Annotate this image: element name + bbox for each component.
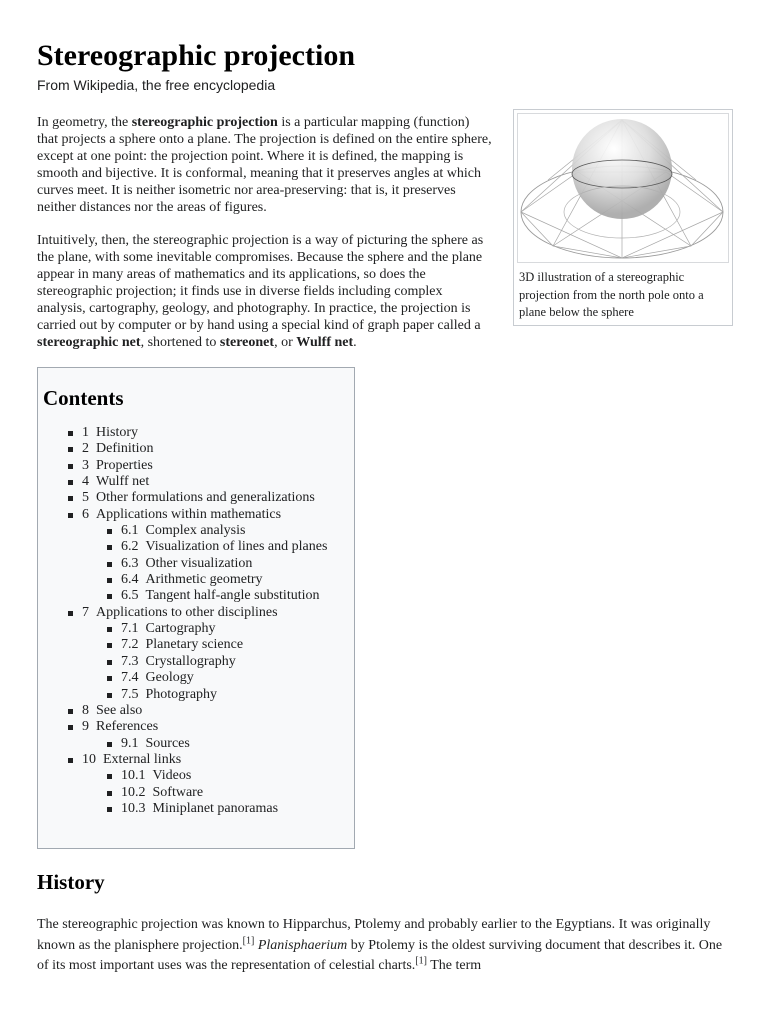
toc-item-label: Applications to other disciplines xyxy=(96,604,278,620)
toc-item-label: Arithmetic geometry xyxy=(145,572,263,588)
toc-item[interactable] xyxy=(43,425,349,441)
toc-list xyxy=(43,425,349,817)
toc-item-label: See also xyxy=(96,702,143,718)
toc-item-label: Visualization of lines and planes xyxy=(145,539,328,555)
text-run: is a particular mapping (function) that projects a sphere onto a plane. The projection is defined on the entire sphere, except at one point: the projection point. Where it is defined, the mapping is smooth and bijective. It is conformal, meaning that it preserves angles at which curves meet. It is neither isometric nor area-preserving: that is, it preserves neither distances nor the areas of figures. xyxy=(37,115,492,215)
toc-item-label: Videos xyxy=(152,768,192,784)
page-tagline: From Wikipedia, the free encyclopedia xyxy=(37,77,276,93)
toc-item-label: Properties xyxy=(96,457,153,473)
citation-link[interactable]: [1] xyxy=(415,955,427,967)
toc-item[interactable] xyxy=(43,572,349,588)
toc-item[interactable] xyxy=(43,736,349,752)
toc-item-number: 10.1 xyxy=(121,768,146,784)
toc-item-label: External links xyxy=(103,751,182,767)
toc-item[interactable] xyxy=(43,654,349,670)
toc-item-number: 6.4 xyxy=(121,572,139,588)
toc-item-number: 6.1 xyxy=(121,523,139,539)
toc-item[interactable] xyxy=(43,458,349,474)
toc-item[interactable] xyxy=(43,637,349,653)
toc-item-label: Wulff net xyxy=(96,474,150,490)
page-title: Stereographic projection xyxy=(37,39,356,72)
toc-item-label: Other visualization xyxy=(145,555,253,571)
toc-item-label: History xyxy=(96,425,138,440)
toc-item[interactable] xyxy=(43,441,349,457)
section-heading-history: History xyxy=(37,870,105,894)
bold-term[interactable]: stereonet xyxy=(219,335,275,350)
toc-item[interactable] xyxy=(43,474,349,490)
stereographic-projection-image[interactable] xyxy=(517,113,729,263)
toc-item[interactable] xyxy=(43,768,349,784)
toc-item-number: 7 xyxy=(82,604,89,620)
toc-item-number: 2 xyxy=(82,441,89,457)
toc-item[interactable] xyxy=(43,703,349,719)
toc-item-number: 10.2 xyxy=(121,784,146,800)
toc-item-number: 7.2 xyxy=(121,637,139,653)
toc-item[interactable] xyxy=(43,801,349,817)
toc-item-label: Other formulations and generalizations xyxy=(96,490,315,506)
toc-item-label: Geology xyxy=(145,670,194,686)
toc-item-label: Planetary science xyxy=(145,637,244,653)
toc-item-number: 7.1 xyxy=(121,621,139,637)
article xyxy=(37,36,737,977)
toc-item-number: 9 xyxy=(82,719,89,735)
toc-item[interactable] xyxy=(43,752,349,768)
toc-item-number: 9.1 xyxy=(121,735,139,751)
toc-item-number: 7.3 xyxy=(121,653,139,669)
toc-item[interactable] xyxy=(43,621,349,637)
text-run: by Ptolemy is the oldest surviving document that describes it. One of its most important uses was the representation of celestial charts. xyxy=(37,937,723,973)
toc-item[interactable] xyxy=(43,785,349,801)
toc-heading: Contents xyxy=(43,386,124,410)
toc-item[interactable] xyxy=(43,687,349,703)
text-run: In geometry, the xyxy=(37,115,132,130)
toc-item-label: References xyxy=(96,719,159,735)
toc-item-number: 8 xyxy=(82,702,89,718)
text-run: . xyxy=(353,335,357,350)
toc-item-number: 10 xyxy=(82,751,96,767)
table-of-contents xyxy=(37,367,355,849)
bold-term[interactable]: Wulff net xyxy=(296,335,354,350)
toc-item-number: 3 xyxy=(82,457,89,473)
text-run: The stereographic projection was known to Hipparchus, Ptolemy and probably earlier to the Egyptians. It was originally known as the planisphere projection. xyxy=(37,917,711,953)
bold-term[interactable]: stereographic projection xyxy=(131,115,278,130)
toc-item[interactable] xyxy=(43,605,349,621)
toc-item-number: 10.3 xyxy=(121,800,146,816)
toc-item[interactable] xyxy=(43,507,349,523)
toc-item-label: Miniplanet panoramas xyxy=(152,800,279,816)
history-paragraph xyxy=(37,915,737,977)
citation-link[interactable]: [1] xyxy=(242,934,255,946)
toc-item[interactable] xyxy=(43,490,349,506)
italic-term[interactable]: Planisphaerium xyxy=(257,937,348,953)
sphere-plane-illustration xyxy=(518,114,728,260)
bold-term[interactable]: stereographic net xyxy=(37,335,141,350)
toc-item-number: 6.5 xyxy=(121,588,139,604)
figure xyxy=(513,109,733,326)
toc-item-label: Complex analysis xyxy=(145,523,246,539)
toc-item-label: Definition xyxy=(96,441,154,457)
toc-item-number: 6.3 xyxy=(121,555,139,571)
toc-item-number: 6.2 xyxy=(121,539,139,555)
toc-item-number: 7.5 xyxy=(121,686,139,702)
toc-item[interactable] xyxy=(43,719,349,735)
toc-item-number: 5 xyxy=(82,490,89,506)
toc-item-label: Applications within mathematics xyxy=(96,506,282,522)
toc-item-label: Photography xyxy=(145,686,218,702)
toc-item[interactable] xyxy=(43,539,349,555)
text-run: The term xyxy=(426,958,482,973)
toc-item[interactable] xyxy=(43,670,349,686)
toc-item-label: Sources xyxy=(145,735,190,751)
toc-item-number: 7.4 xyxy=(121,670,139,686)
figure-caption: 3D illustration of a stereographic projection from the north pole onto a plane below the sphere xyxy=(519,270,704,319)
text-run: , or xyxy=(274,335,297,350)
toc-item-label: Tangent half-angle substitution xyxy=(145,588,320,604)
text-run: , shortened to xyxy=(140,335,220,350)
toc-item-number: 4 xyxy=(82,474,89,490)
toc-item-label: Software xyxy=(152,784,204,800)
toc-item[interactable] xyxy=(43,556,349,572)
text-run: Intuitively, then, the stereographic projection is a way of picturing the sphere as the plane, with some inevitable compromises. Because the sphere and the plane appear in many areas of mathematics and its applications, so does the stereographic projection; it finds use in diverse fields including complex analysis, cartography, geology, and photography. In practice, the projection is carried out by computer or by hand using a special kind of graph paper called a xyxy=(37,233,484,333)
toc-item-number: 1 xyxy=(82,425,89,440)
toc-item-label: Cartography xyxy=(145,621,216,637)
toc-item[interactable] xyxy=(43,523,349,539)
toc-item-number: 6 xyxy=(82,506,89,522)
toc-item-label: Crystallography xyxy=(145,653,236,669)
toc-item[interactable] xyxy=(43,588,349,604)
